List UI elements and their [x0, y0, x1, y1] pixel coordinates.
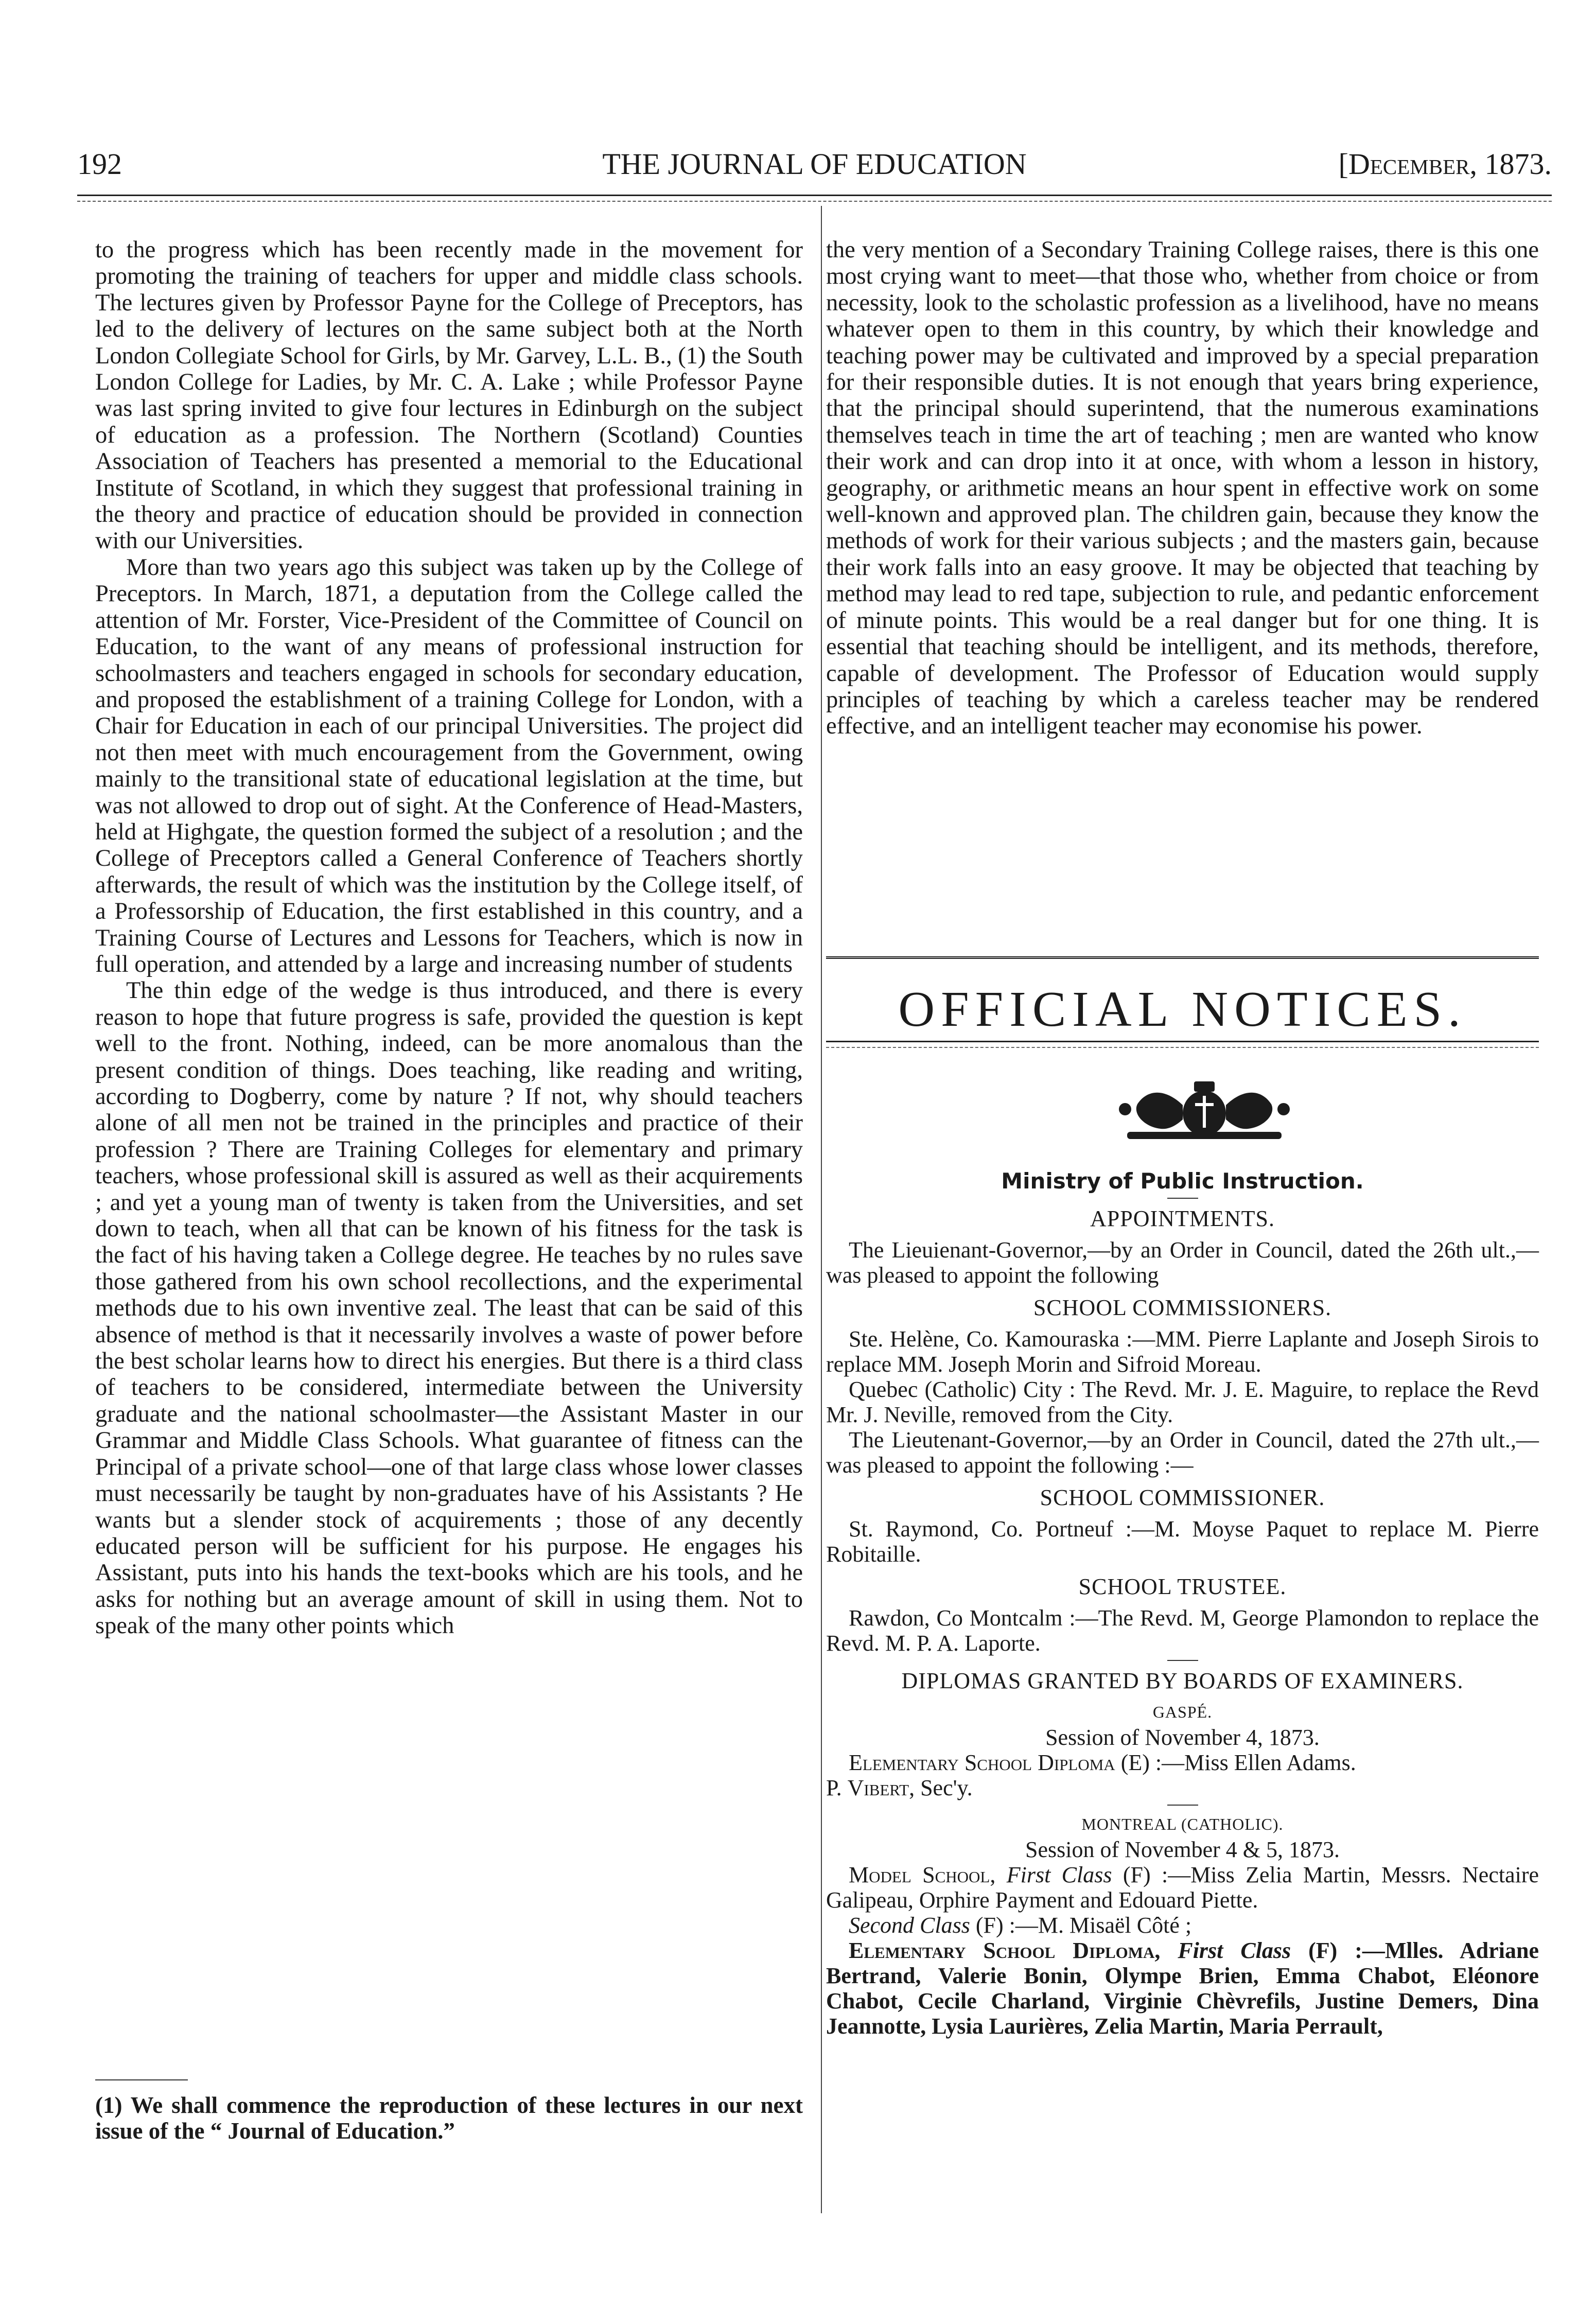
second-class-label: Second Class — [849, 1913, 970, 1938]
header-rule-dashed — [77, 201, 1552, 202]
running-title: THE JOURNAL OF EDUCATION — [602, 147, 1027, 181]
footnote-rule — [95, 2079, 188, 2080]
school-commissioners-heading: SCHOOL COMMISSIONERS. — [1033, 1295, 1332, 1320]
royal-coat-of-arms-icon — [1117, 1078, 1292, 1143]
official-notices — [826, 1168, 1539, 2039]
article-paragraph-2: More than two years ago this subject was taken up by the College of Preceptors. In March, 1871, a deputation from the College called the attention of Mr. Forster, Vice-President of the Committee of Council on Education, to the want of any means of professional instruction for schoolmasters and teachers engaged in schools for secondary education, and proposed the establishment of a training College for London, with a Chair for Education in each of our principal Universities. The project did not then meet with much encouragement from the Government, owing mainly to the transitional state of educational legislation at the time, but was not allowed to drop out of sight. At the Conference of Head-Masters, held at Highgate, the question formed the subject of a resolution ; and the College of Preceptors called a General Conference of Teachers shortly afterwards, the result of which was the institution by the College itself, of a Professorship of Education, the first established in this country, and a Training Course of Lectures and Lessons for Teachers, which is now in full operation, and attended by a large and increasing number of students — [95, 554, 803, 977]
article-paragraph-continued: the very mention of a Secondary Training College raises, there is this one most crying want to meet—that those who, whether from choice or from necessity, look to the scholastic profession as a livelihood, have no means whatever open to them in this country, by which their knowledge and teaching power may be cultivated and improved by a special preparation for their responsible duties. It is not enough that years bring experience, that the principal should superintend, that the numerous examinations themselves teach in time the art of teaching ; men are wanted who know their work and can drop into it at once, with whom a lesson in history, geography, or arithmetic means an hour spent in effective work on some well-known and approved plan. The children gain, because they know the methods of work for their various subjects ; and the masters gain, because their work falls into an easy groove. It may be objected that teaching by method may lead to red tape, subjection to rule, and pedantic enforcement of minute points. This would be a real danger but for one thing. It is essential that teaching should be intelligent, and its methods, therefore, capable of development. The Professor of Education would supply principles of teaching by which a careless teacher may be rendered effective, and an intelligent teacher may economise his power. — [826, 237, 1539, 740]
issue-date — [1339, 147, 1552, 181]
appointments-heading: APPOINTMENTS. — [1090, 1206, 1275, 1231]
commissioner-entry: The Lieutenant-Governor,—by an Order in Council, dated the 27th ult.,—was pleased to appoint the following :— — [826, 1427, 1539, 1478]
separator — [1167, 1660, 1198, 1661]
signature-title: , Sec'y. — [909, 1775, 973, 1800]
issue-year: , 1873. — [1469, 147, 1552, 181]
gaspe-diploma-entry — [826, 1750, 1539, 1775]
school-commissioner-heading: SCHOOL COMMISSIONER. — [1040, 1485, 1325, 1510]
official-notices-title: OFFICIAL NOTICES. — [898, 982, 1467, 1037]
school-trustee-heading: SCHOOL TRUSTEE. — [1078, 1574, 1287, 1599]
model-second-entry — [826, 1913, 1539, 1938]
signature-initial: P. — [826, 1775, 848, 1800]
model-second-recipients: (F) :—M. Misaël Côté ; — [970, 1913, 1192, 1938]
commissioner-entry: Ste. Helène, Co. Kamouraska :—MM. Pierre Laplante and Joseph Sirois to replace MM. Joseph Morin and Sifroid Moreau. — [826, 1326, 1539, 1377]
page-header — [77, 147, 1552, 183]
elementary-entry — [826, 1938, 1539, 2039]
elementary-recipients: (F) :—Mlles. Adriane Bertrand, Valerie Bonin, Olympe Brien, Emma Chabot, Eléonore Chabot, Cecile Charland, Virginie Chèvrefils, Justine Demers, Dina Jeannotte, Lysia Laurières, Zelia Martin, Maria Perrault, — [826, 1938, 1539, 2039]
article-paragraph-1: to the progress which has been recently made in the movement for promoting the training of teachers for upper and middle class schools. The lectures given by Professor Payne for the College of Preceptors, has led to the delivery of lectures on the same subject both at the North London Collegiate School for Girls, by Mr. Garvey, L.L. B., (1) the South London College for Ladies, by Mr. C. A. Lake ; while Professor Payne was last spring invited to give four lectures in Edinburgh on the subject of education as a profession. The Northern (Scotland) Counties Association of Teachers has presented a memorial to the Educational Institute of Scotland, in which they suggest that professional training in the theory and practice of education should be provided in connection with our Universities. — [95, 237, 803, 554]
column-divider — [821, 206, 822, 2213]
model-school-label: Model School, — [849, 1862, 996, 1887]
notices-bottom-rule — [826, 1041, 1539, 1042]
separator — [1167, 1198, 1198, 1199]
montreal-session: Session of November 4 & 5, 1873. — [1025, 1837, 1340, 1862]
gaspe-signature — [826, 1775, 1539, 1800]
elementary-label: Elementary School Diploma, — [849, 1938, 1161, 1963]
ministry-heading: Ministry of Public Instruction. — [1001, 1168, 1364, 1194]
diplomas-heading: DIPLOMAS GRANTED BY BOARDS OF EXAMINERS. — [901, 1668, 1464, 1693]
left-column — [95, 237, 803, 1639]
diploma-recipients: :—Miss Ellen Adams. — [1149, 1750, 1356, 1775]
commissioner-entry: Quebec (Catholic) City : The Revd. Mr. J. E. Maguire, to replace the Revd Mr. J. Neville, removed from the City. — [826, 1377, 1539, 1427]
page-number: 192 — [77, 147, 122, 181]
appointments-intro: The Lieuienant-Governor,—by an Order in Council, dated the 26th ult.,—was pleased to appoint the following — [826, 1237, 1539, 1288]
signature-name: Vibert — [847, 1775, 909, 1800]
first-class-label: First Class — [995, 1862, 1112, 1887]
right-column — [826, 237, 1539, 740]
model-first-recipients: (F) :—Miss Zelia Martin, Messrs. Nectaire Galipeau, Orphire Payment and Edouard Piette. — [826, 1862, 1539, 1913]
separator — [1167, 1805, 1198, 1806]
notices-bottom-rule-dashed — [826, 1047, 1539, 1048]
model-school-entry — [826, 1862, 1539, 1913]
issue-month: December — [1348, 147, 1470, 181]
footnote: (1) We shall commence the reproduction of these lectures in our next issue of the “ Journal of Education.” — [95, 2092, 803, 2144]
article-paragraph-3: The thin edge of the wedge is thus introduced, and there is every reason to hope that future progress is safe, provided the question is kept well to the front. Nothing, indeed, can be more anomalous than the present condition of things. Does teaching, like reading and writing, according to Dogberry, come by nature ? If not, why should teachers alone of all men not be trained in the principles and practice of their profession ? There are Training Colleges for elementary and primary teachers, whose professional skill is assured as well as their acquirements ; and yet a young man of twenty is taken from the Universities, and set down to teach, when all that can be known of his fitness for the task is the fact of his having taken a College degree. He teaches by no rules save those gathered from his own school recollections, and the experimental methods due to his own inventive zeal. The least that can be said of this absence of method is that it necessarily involves a waste of power before the best scholar learns how to direct his energies. But there is a third class of teachers to be considered, intermediate between the University graduate and the national schoolmaster—the Assistant Master in our Grammar and Middle Class Schools. What guarantee of fitness can the Principal of a private school—one of that large class whose lower classes must necessarily be taught by non-graduates have of his Assistants ? He wants but a slender stock of acquirements ; those of any decently educated person will be sufficient for his purpose. He engages his Assistant, puts into his hands the text-books which are his tools, and he asks for nothing but an average amount of skill in using them. Not to speak of the many other points which — [95, 977, 803, 1639]
issue-date-prefix: [ — [1338, 147, 1348, 181]
commissioner-entry: St. Raymond, Co. Portneuf :—M. Moyse Paquet to replace M. Pierre Robitaille. — [826, 1516, 1539, 1567]
notices-top-rule — [826, 956, 1539, 959]
diploma-label: Elementary School Diploma (E) — [849, 1750, 1150, 1775]
gaspe-heading: GASPÉ. — [1152, 1703, 1213, 1721]
montreal-heading: MONTREAL (CATHOLIC). — [1081, 1815, 1284, 1833]
header-rule — [77, 195, 1552, 196]
gaspe-session: Session of November 4, 1873. — [1045, 1725, 1320, 1750]
elementary-first-class-label: First Class — [1160, 1938, 1291, 1963]
trustee-entry: Rawdon, Co Montcalm :—The Revd. M, George Plamondon to replace the Revd. M. P. A. Laporte. — [826, 1605, 1539, 1656]
